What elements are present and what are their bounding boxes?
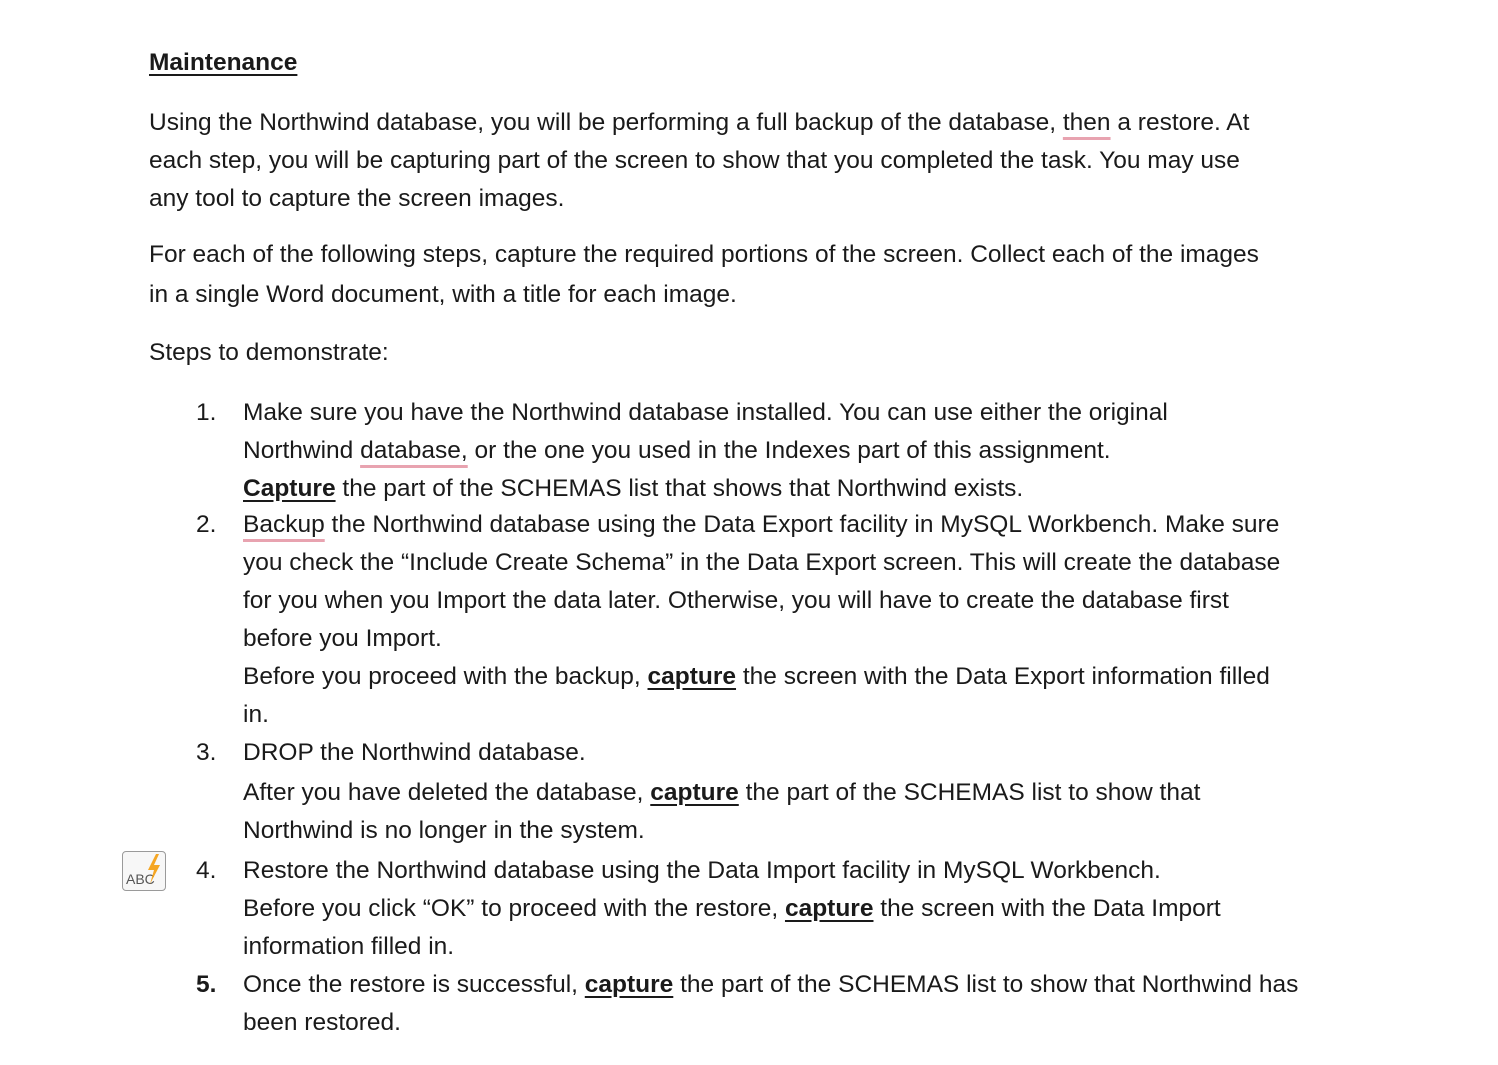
step-number: 4. (196, 857, 217, 884)
step-1-line-2: Northwind database, or the one you used in the Indexes part of this assignment. (243, 437, 1111, 464)
intro-line-2: each step, you will be capturing part of the screen to show that you completed the task. You may use (149, 147, 1240, 174)
step-number: 1. (196, 399, 217, 426)
step-1-line-1: Make sure you have the Northwind database installed. You can use either the original (243, 399, 1168, 426)
autocorrect-icon[interactable]: ABC (122, 851, 166, 891)
step-5-line-2: been restored. (243, 1009, 401, 1036)
steps-heading: Steps to demonstrate: (149, 339, 389, 366)
capture-keyword: capture (584, 971, 674, 998)
step-4-line-1: Restore the Northwind database using the Data Import facility in MySQL Workbench. (243, 857, 1161, 884)
page-title: Maintenance (149, 49, 298, 76)
step-4-line-2: Before you click “OK” to proceed with the restore, capture the screen with the Data Import (243, 895, 1221, 922)
step-3-line-3: Northwind is no longer in the system. (243, 817, 645, 844)
step-5-line-1: Once the restore is successful, capture the part of the SCHEMAS list to show that Northwind has (243, 971, 1299, 998)
step-number: 2. (196, 511, 217, 538)
capture-keyword: capture (647, 663, 737, 690)
capture-keyword: Capture (243, 475, 336, 502)
step-2-line-5: Before you proceed with the backup, capture the screen with the Data Export information filled (243, 663, 1270, 690)
intro-line-3: any tool to capture the screen images. (149, 185, 565, 212)
step-1-line-3: Capture the part of the SCHEMAS list that shows that Northwind exists. (243, 475, 1024, 502)
step-2-line-3: for you when you Import the data later. Otherwise, you will have to create the database first (243, 587, 1229, 614)
spelling-flag[interactable]: database, (360, 437, 468, 464)
step-2-line-4: before you Import. (243, 625, 442, 652)
step-3-line-2: After you have deleted the database, capture the part of the SCHEMAS list to show that (243, 779, 1201, 806)
step-4-line-3: information filled in. (243, 933, 455, 960)
step-2-line-1: Backup the Northwind database using the Data Export facility in MySQL Workbench. Make sure (243, 511, 1280, 538)
step-2-line-6: in. (243, 701, 269, 728)
para2-line-2: in a single Word document, with a title for each image. (149, 281, 737, 308)
step-3-line-1: DROP the Northwind database. (243, 739, 586, 766)
intro-line-1: Using the Northwind database, you will be performing a full backup of the database, then a restore. At (149, 109, 1250, 136)
step-number: 3. (196, 739, 217, 766)
spelling-flag[interactable]: then (1062, 109, 1111, 136)
para2-line-1: For each of the following steps, capture the required portions of the screen. Collect each of the images (149, 241, 1259, 268)
spelling-flag[interactable]: Backup (243, 511, 325, 538)
step-2-line-2: you check the “Include Create Schema” in the Data Export screen. This will create the database (243, 549, 1281, 576)
step-number: 5. (196, 971, 217, 998)
capture-keyword: capture (650, 779, 739, 806)
lightning-bolt-icon (146, 854, 162, 884)
capture-keyword: capture (784, 895, 874, 922)
